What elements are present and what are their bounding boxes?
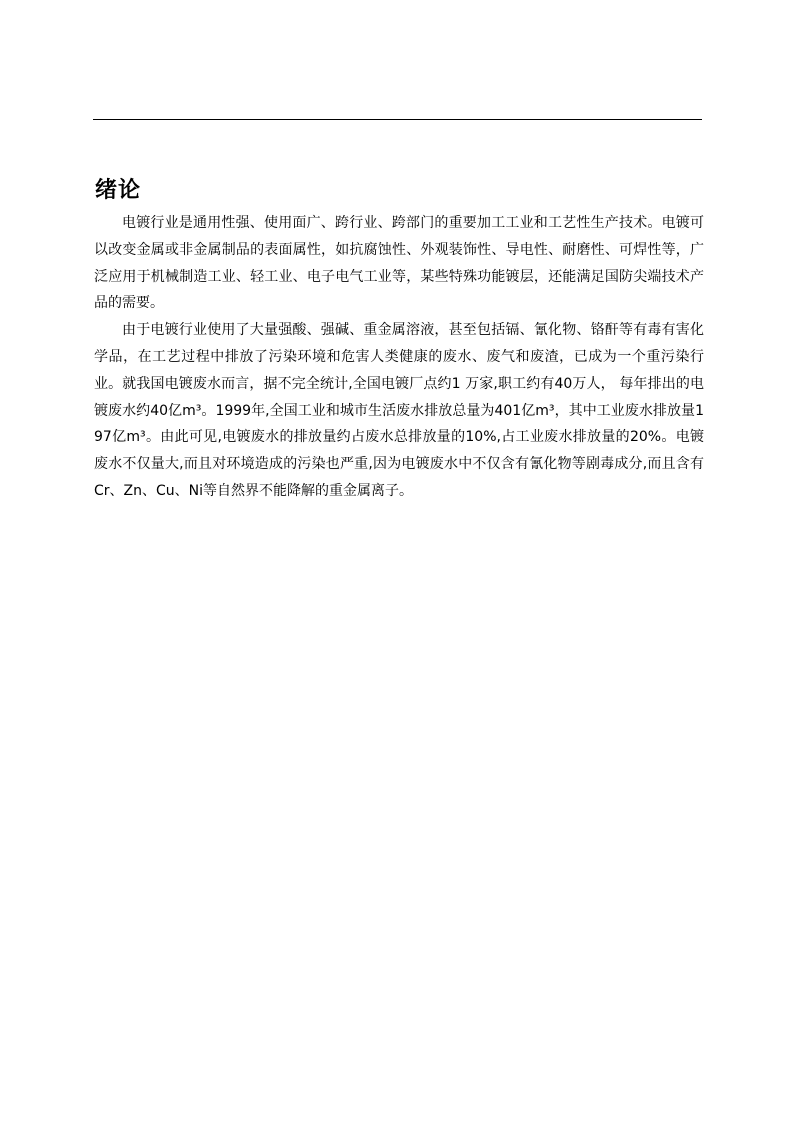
header-divider (93, 119, 702, 120)
section-heading: 绪论 (95, 178, 142, 203)
body-text (94, 210, 704, 505)
paragraph-pollution: 由于电镀行业使用了大量强酸、强碱、重金属溶液，甚至包括镉、氰化物、铬酐等有毒有害化学品，在工艺过程中排放了污染环境和危害人类健康的废水、废气和废渣，已成为一个重污染行业。就我国电镀废水而言，据不完全统计,全国电镀厂点约1 万家,职工约有40万人， 每年排出的电镀废水约40亿m³。1999年,全国工业和城市生活废水排放总量为401亿m³，其中工业废水排放量197亿m³。由此可见,电镀废水的排放量约占废水总排放量的10%,占工业废水排放量的20%。电镀废水不仅量大,而且对环境造成的污染也严重,因为电镀废水中不仅含有氰化物等剧毒成分,而且含有Cr、Zn、Cu、Ni等自然界不能降解的重金属离子。 (94, 322, 704, 499)
paragraph-intro: 电镀行业是通用性强、使用面广、跨行业、跨部门的重要加工工业和工艺性生产技术。电镀可以改变金属或非金属制品的表面属性，如抗腐蚀性、外观装饰性、导电性、耐磨性、可焊性等，广泛应用于机械制造工业、轻工业、电子电气工业等，某些特殊功能镀层，还能满足国防尖端技术产品的需要。 (94, 215, 704, 312)
